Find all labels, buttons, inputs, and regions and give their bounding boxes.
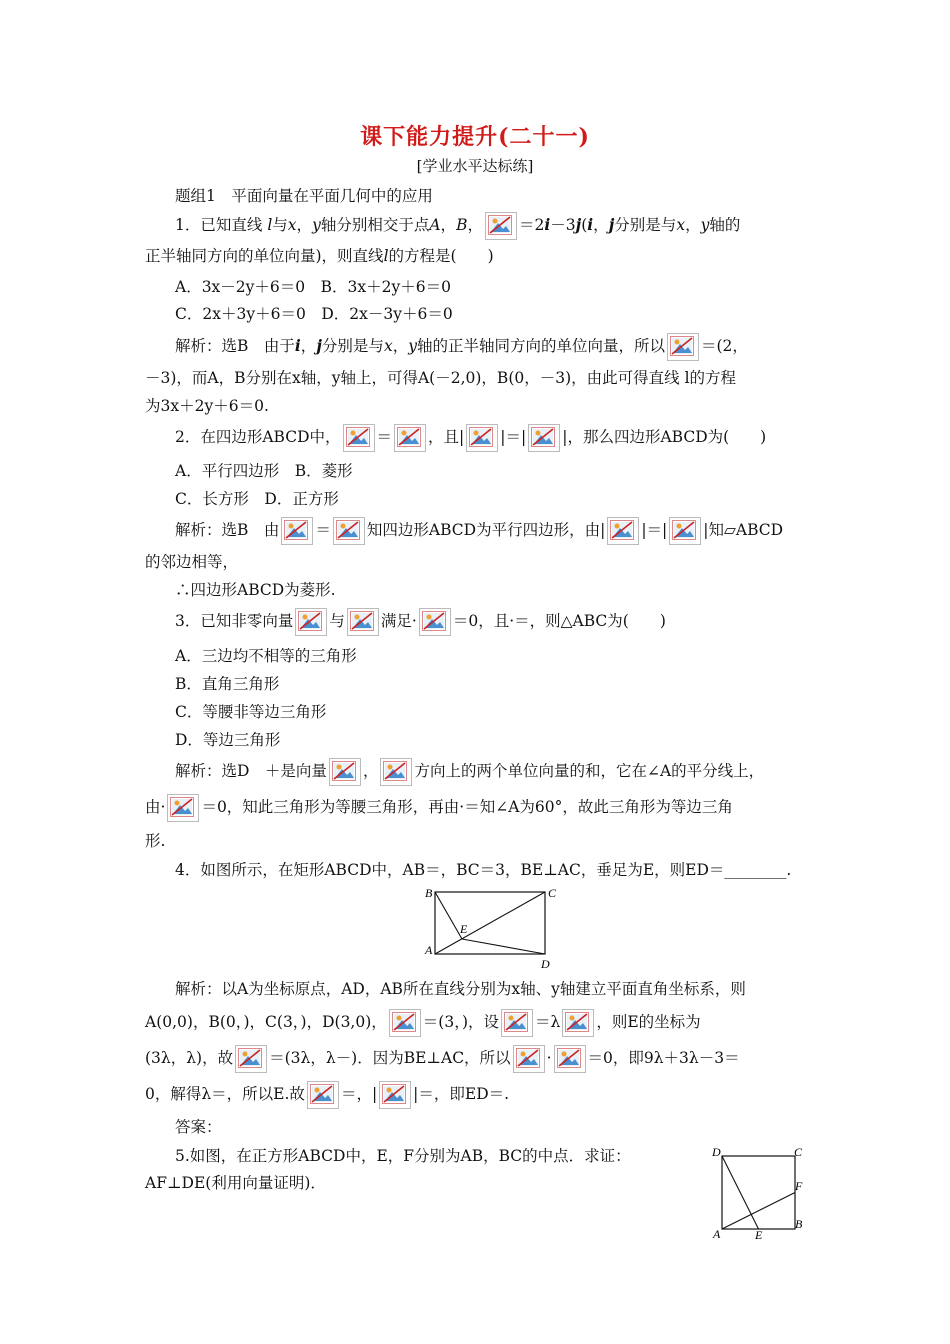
q4-solution-line2: A(0,0)，B(0，)，C(3，)，D(3,0)， ＝(3，)，设 ＝λ ，则E的坐标为 (145, 1009, 701, 1037)
vector-image-icon (667, 333, 699, 361)
q1-solution-line1: 解析：选B 由于i，j分别是与x，y轴的正半轴同方向的单位向量，所以 ＝(2， (175, 333, 748, 361)
vector-image-icon (379, 1081, 411, 1109)
page-title: 课下能力提升(二十一) (360, 124, 590, 150)
vector-image-icon (380, 758, 412, 786)
q5-line1: 5.如图，在正方形ABCD中，E，F分别为AB，BC的中点．求证： (175, 1147, 631, 1165)
page-subtitle: [学业水平达标练] (416, 157, 534, 175)
q2-solution-line1: 解析：选B 由 ＝ 知四边形ABCD为平行四边形，由| |＝| |知▱ABCD (175, 517, 783, 545)
label-A: A (713, 1227, 721, 1241)
q2-line1: 2．在四边形ABCD中， ＝ ，且| |＝| |，那么四边形ABCD为( ) (175, 424, 766, 452)
q1-line2: 正半轴同方向的单位向量)，则直线l的方程是( ) (145, 247, 494, 265)
vector-image-icon (343, 424, 375, 452)
vector-image-icon (281, 517, 313, 545)
label-D: D (541, 957, 550, 970)
q1-options-ab (175, 275, 451, 297)
q5-line2: AF⊥DE(利用向量证明)． (145, 1174, 326, 1192)
vector-image-icon (419, 608, 451, 636)
vector-image-icon (347, 608, 379, 636)
option-d: D．正方形 (264, 490, 339, 508)
q1-options-cd (175, 302, 453, 324)
vector-image-icon (669, 517, 701, 545)
vector-image-icon (528, 424, 560, 452)
option-b: B．3x＋2y＋6＝0 (320, 278, 451, 296)
vector-image-icon (501, 1009, 533, 1037)
q2-solution-line3: ∴四边形ABCD为菱形. (175, 581, 336, 599)
option-a: A．3x－2y＋6＝0 (175, 278, 306, 296)
vector-image-icon (167, 794, 199, 822)
vector-image-icon (235, 1045, 267, 1073)
q2-solution-line2: 的邻边相等， (145, 553, 239, 571)
q4-solution-line1: 解析：以A为坐标原点，AD，AB所在直线分别为x轴、y轴建立平面直角坐标系，则 (175, 980, 746, 998)
vector-image-icon (333, 517, 365, 545)
option-a: A．平行四边形 (175, 462, 280, 480)
vector-image-icon (466, 424, 498, 452)
q3-option-a: A．三边均不相等的三角形 (175, 647, 357, 665)
label-E: E (460, 922, 468, 936)
label-C: C (548, 886, 557, 900)
q4-line1: 4．如图所示，在矩形ABCD中，AB＝，BC＝3，BE⊥AC，垂足为E，则ED＝________. (175, 861, 792, 879)
q4-solution-line4: 0，解得λ＝，所以E.故 ＝，| |＝，即ED＝. (145, 1081, 509, 1109)
option-b: B．菱形 (294, 462, 353, 480)
label-D: D (712, 1145, 721, 1159)
q2-options-ab (175, 459, 353, 481)
q1-line1: 1．已知直线 l与x，y轴分别相交于点A，B， ＝2i－3j(i，j分别是与x，y轴的 (175, 212, 740, 240)
label-F: F (795, 1179, 803, 1193)
q2-options-cd (175, 487, 339, 509)
square-figure (706, 1143, 810, 1241)
q3-solution-line2: 由· ＝0，知此三角形为等腰三角形，再由·＝知∠A为60°，故此三角形为等边三角 (145, 794, 733, 822)
q1-solution-line3: 为3x＋2y＋6＝0. (145, 397, 269, 415)
q3-option-d: D．等边三角形 (175, 731, 281, 749)
q3-option-b: B．直角三角形 (175, 675, 280, 693)
q3-solution-line3: 形. (145, 832, 166, 850)
label-E: E (755, 1228, 763, 1241)
vector-image-icon (513, 1045, 545, 1073)
q1-solution-line2: －3)，而A，B分别在x轴，y轴上，可得A(－2,0)，B(0，－3)，由此可得直线 l的方程 (145, 369, 737, 387)
option-c: C．长方形 (175, 490, 249, 508)
vector-image-icon (485, 212, 517, 240)
vector-image-icon (607, 517, 639, 545)
group-heading: 题组1 平面向量在平面几何中的应用 (175, 187, 433, 205)
vector-image-icon (394, 424, 426, 452)
vector-image-icon (562, 1009, 594, 1037)
q4-solution-line3: (3λ，λ)，故 ＝(3λ，λ－)．因为BE⊥AC，所以 · ＝0，即9λ＋3λ－3＝ (145, 1045, 740, 1073)
vector-image-icon (295, 608, 327, 636)
vector-image-icon (554, 1045, 586, 1073)
label-B: B (795, 1217, 803, 1231)
option-d: D．2x－3y＋6＝0 (321, 305, 453, 323)
label-A: A (425, 943, 433, 957)
option-c: C．2x＋3y＋6＝0 (175, 305, 306, 323)
q3-option-c: C．等腰非等边三角形 (175, 703, 327, 721)
label-B: B (425, 886, 433, 900)
vector-image-icon (307, 1081, 339, 1109)
rectangle-figure (418, 882, 568, 970)
vector-image-icon (329, 758, 361, 786)
q4-answer: 答案： (175, 1118, 222, 1136)
vector-image-icon (389, 1009, 421, 1037)
label-C: C (794, 1145, 803, 1159)
q3-line1: 3．已知非零向量 与 满足· ＝0，且·＝，则△ABC为( ) (175, 608, 666, 636)
q3-solution-line1: 解析：选D ＋是向量 ， 方向上的两个单位向量的和，它在∠A的平分线上， (175, 758, 764, 786)
